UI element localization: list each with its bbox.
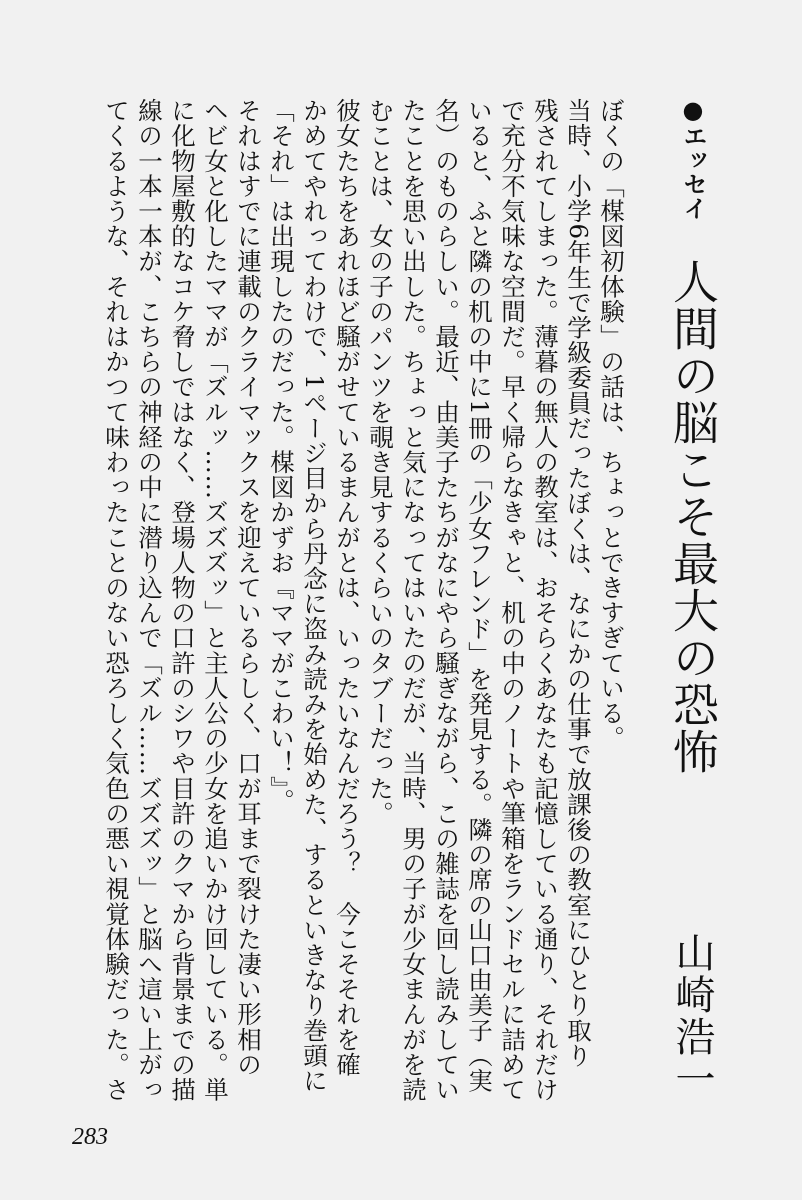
page-number: 283 xyxy=(72,1124,108,1150)
text-column: 当時、小学6年生で学級委員だったぼくは、なにかの仕事で放課後の教室にひとり取り xyxy=(564,98,593,1068)
text-column: で充分不気味な空間だ。早く帰らなきゃと、机の中のノートや筆箱をランドセルに詰めて xyxy=(498,98,527,1102)
essay-title: 人間の脳こそ最大の恐怖 xyxy=(666,258,720,775)
text-column: むことは、女の子のパンツを覗き見するくらいのタブーだった。 xyxy=(366,98,395,826)
text-column: いると、ふと隣の机の中に1冊の「少女フレンド」を発見する。隣の席の山口由美子（実 xyxy=(465,98,494,1094)
text-column: てくるような、それはかつて味わったことのない恐ろしく気色の悪い視覚体験だった。さ xyxy=(102,98,131,1102)
text-column: 線の一本一本が、こちらの神経の中に潜り込んで「ズル……ズズズッ」と脳へ這い上がっ xyxy=(135,98,164,1102)
text-column: それはすでに連載のクライマックスを迎えているらしく、口が耳まで裂けた凄い形相の xyxy=(234,98,263,1077)
text-column: に化物屋敷的なコケ脅しではなく、登場人物の口許のシワや目許のクマから背景までの描 xyxy=(168,98,197,1102)
text-column: ぼくの「楳図初体験」の話は、ちょっとできすぎている。 xyxy=(597,98,626,751)
text-column: 残されてしまった。薄暮の無人の教室は、おそらくあなたも記憶している通り、それだけ xyxy=(531,98,560,1102)
text-column: 「それ」は出現したのだった。楳図かずお『ママがこわい！』。 xyxy=(267,98,296,814)
essay-label: ●エッセイ xyxy=(679,96,707,220)
text-column: かめてやれってわけで、1ページ目から丹念に盗み読みを始めた、するといきなり巻頭に xyxy=(300,98,329,1094)
text-column: たことを思い出した。ちょっと気になってはいたのだが、当時、男の子が少女まんがを読 xyxy=(399,98,428,1102)
author-name: 山崎浩一 xyxy=(669,932,715,1100)
text-column: ヘビ女と化したママが「ズルッ……ズズズッ」と主人公の少女を追いかけ回している。単 xyxy=(201,98,230,1102)
text-column: 彼女たちをあれほど騒がせているまんがとは、いったいなんだろう？ 今こそそれを確 xyxy=(333,98,362,1077)
text-column: 名）のものらしい。最近、由美子たちがなにやら騒ぎながら、この雑誌を回し読みしてい xyxy=(432,98,461,1102)
